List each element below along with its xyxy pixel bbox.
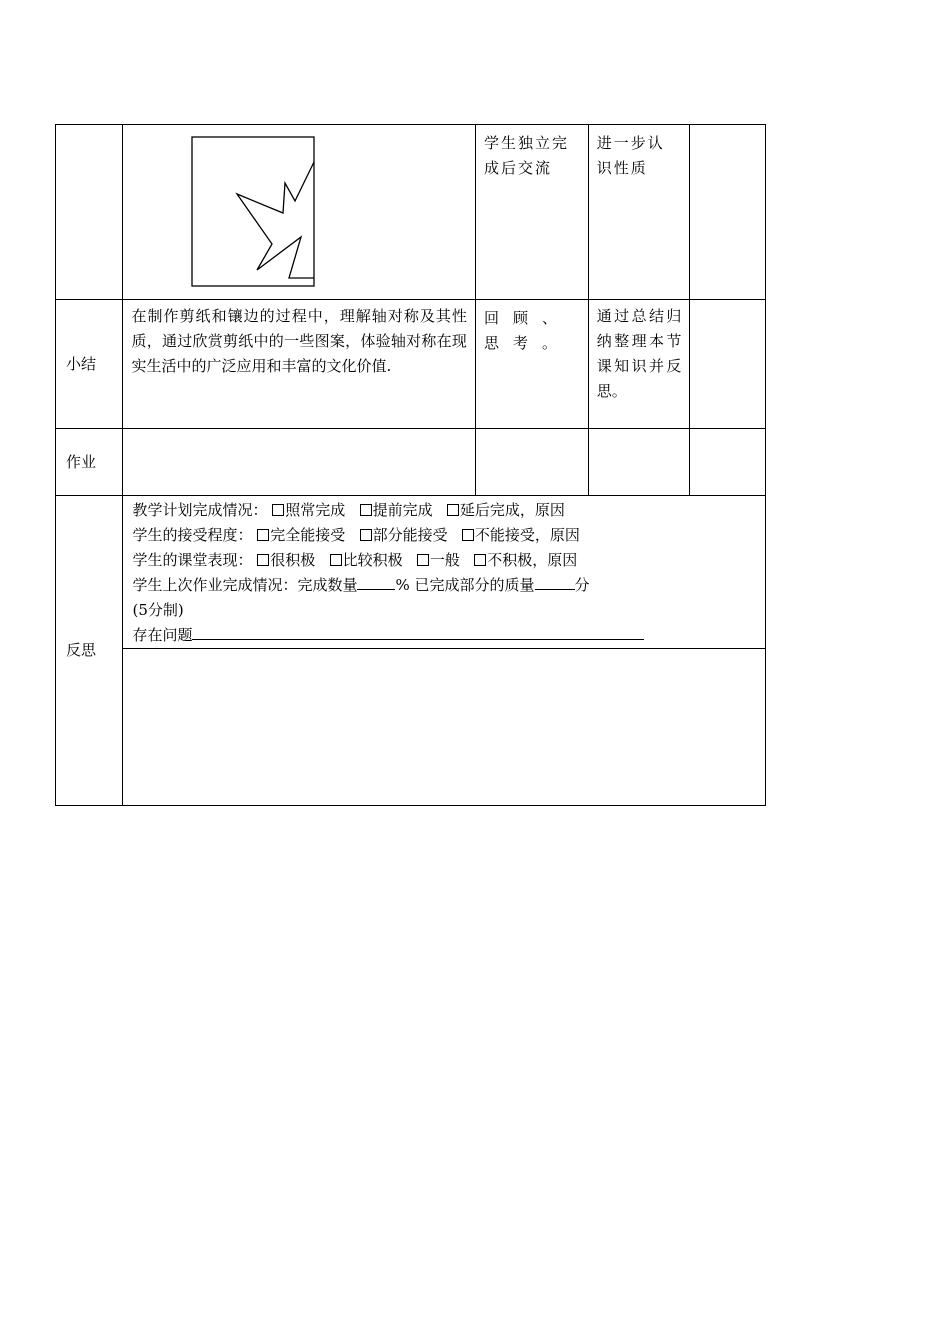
quality-blank[interactable] [535,574,575,590]
design-purpose-text: 通过总结归纳整理本节课知识并反思。 [596,307,682,400]
reflection-checklist [123,496,765,648]
summary-label: 小结 [66,354,97,373]
plan-line: 教学计划完成情况： 照常完成 提前完成 延后完成，原因 [132,501,565,519]
checkbox[interactable] [330,554,342,566]
homework-label: 作业 [66,452,97,471]
issue-line: 存在问题 [132,623,757,648]
extra-cell [690,300,766,429]
table-row-reflection [56,496,766,649]
student-activity-text: 回顾、思考。 [483,309,571,352]
reflection-notes-cell[interactable] [123,649,766,806]
checkbox[interactable] [447,504,459,516]
paper-cut-figure [123,125,474,299]
student-activity-cell [475,429,588,496]
homework-content-cell [123,429,475,496]
student-activity-text: 学生独立完成后交流 [483,134,569,177]
summary-content-text: 在制作剪纸和镶边的过程中，理解轴对称及其性质，通过欣赏剪纸中的一些图案，体验轴对称在现实生活中的广泛应用和丰富的文化价值. [131,307,467,375]
checkbox[interactable] [257,554,269,566]
design-purpose-cell [588,300,690,429]
checkbox[interactable] [417,554,429,566]
homework-completion-line: 学生上次作业完成情况：完成数量 % 已完成部分的质量 分 [132,576,590,594]
extra-cell [690,429,766,496]
checkbox[interactable] [474,554,486,566]
issue-blank[interactable] [192,624,644,640]
student-activity-cell [475,300,588,429]
design-purpose-cell [588,429,690,496]
design-purpose-cell [588,125,690,300]
checkbox[interactable] [360,504,372,516]
accept-line: 学生的接受程度： 完全能接受 部分能接受 不能接受，原因 [132,526,580,544]
reflection-label: 反思 [66,641,97,659]
row-label-cell [56,125,123,300]
row-label-cell [56,496,123,806]
checkbox[interactable] [360,529,372,541]
row-label-cell [56,429,123,496]
checkbox[interactable] [272,504,284,516]
row-label-cell [56,300,123,429]
table-row-summary [56,300,766,429]
table-row-reflection-notes [56,649,766,806]
table-row-homework [56,429,766,496]
table-row-activity [56,125,766,300]
student-activity-cell [475,125,588,300]
lesson-plan-table [55,124,766,806]
extra-cell [690,125,766,300]
performance-line: 学生的课堂表现： 很积极 比较积极 一般 不积极，原因 [132,551,578,569]
summary-content-cell [123,300,475,429]
scale-note-line: (5分制) [132,601,184,619]
checkbox[interactable] [462,529,474,541]
folded-paper-figure [191,136,317,288]
quantity-blank[interactable] [357,574,395,590]
design-purpose-text: 进一步认识性质 [596,134,665,177]
figure-cell [123,125,475,300]
checkbox[interactable] [257,529,269,541]
reflection-checklist-cell [123,496,766,649]
